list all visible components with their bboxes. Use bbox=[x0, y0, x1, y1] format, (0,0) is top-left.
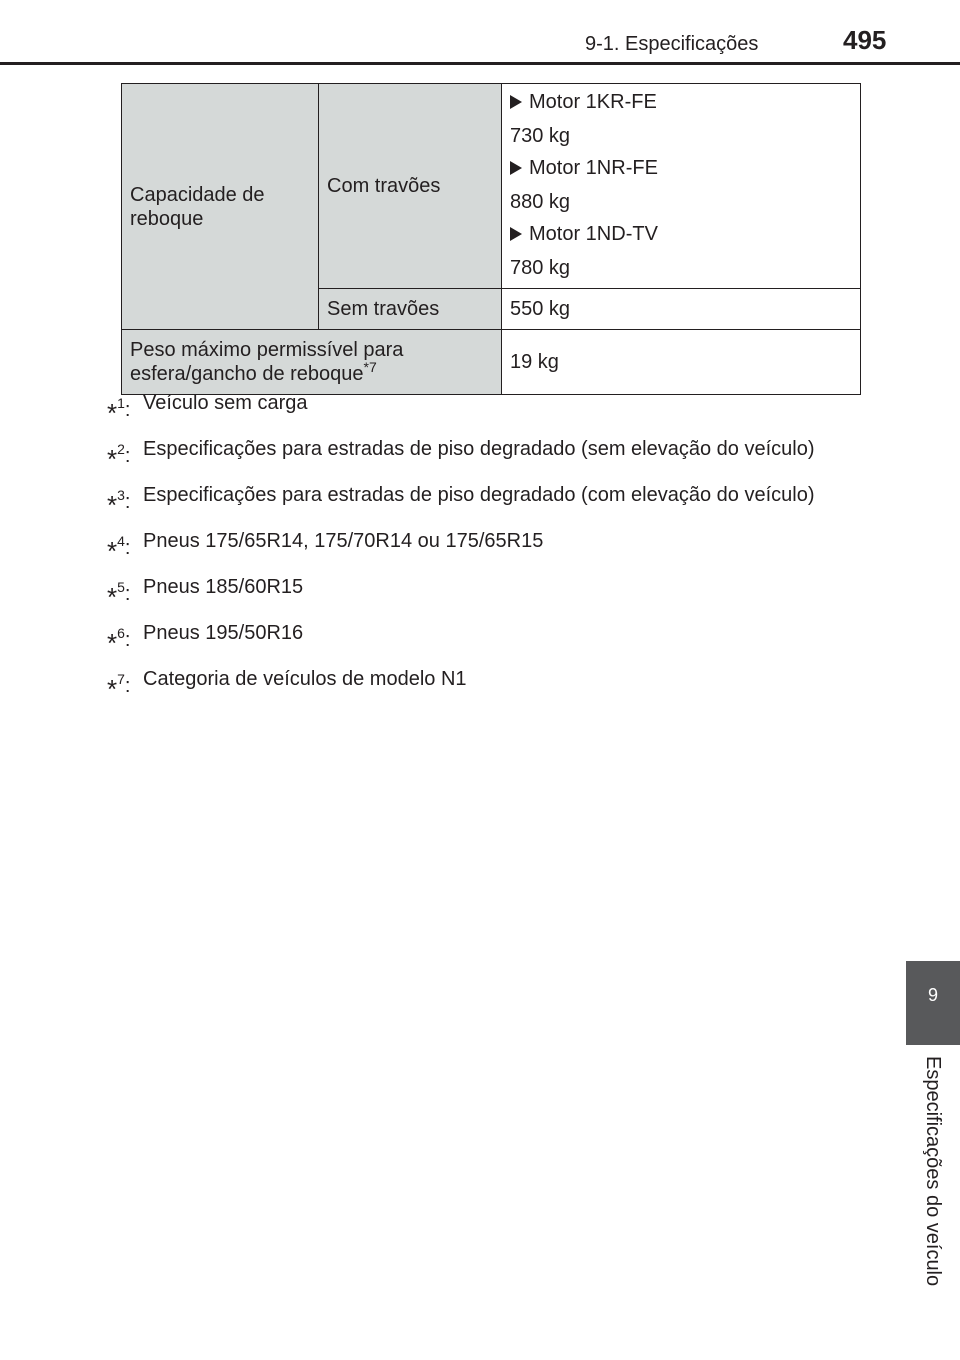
without-brakes-value-cell bbox=[502, 289, 861, 330]
triangle-bullet-icon bbox=[510, 161, 522, 175]
engine-item bbox=[510, 222, 852, 246]
engine-name: Motor 1KR-FE bbox=[529, 91, 657, 113]
footnote-text: Pneus 175/65R14, 175/70R14 ou 175/65R15 bbox=[143, 530, 544, 552]
engine-name: Motor 1ND-TV bbox=[529, 223, 658, 245]
page-header bbox=[0, 0, 960, 64]
footnote-marker: *$^6$: bbox=[107, 625, 131, 658]
footnote-marker: *$^5$: bbox=[107, 579, 131, 612]
section-title: 9-1. Especificações bbox=[585, 33, 759, 55]
engine-value: 780 kg bbox=[510, 257, 571, 279]
footnote-text: Especificações para estradas de piso degradado (sem elevação do veículo) bbox=[143, 438, 815, 460]
engine-name: Motor 1NR-FE bbox=[529, 157, 658, 179]
footnote-marker: *$^4$: bbox=[107, 533, 131, 566]
footnote-text: Pneus 195/50R16 bbox=[143, 622, 304, 644]
engine-item bbox=[510, 156, 852, 180]
footnote-marker: *$^2$: bbox=[107, 441, 131, 474]
footnote-item bbox=[107, 620, 855, 656]
triangle-bullet-icon bbox=[510, 95, 522, 109]
footnote-text: Veículo sem carga bbox=[143, 392, 308, 414]
footnote-item bbox=[107, 574, 855, 610]
without-brakes-cell bbox=[319, 289, 502, 330]
without-brakes-value: 550 kg bbox=[510, 298, 571, 320]
spec-table bbox=[121, 83, 861, 395]
engine-value: 730 kg bbox=[510, 125, 571, 147]
header-rule bbox=[0, 62, 960, 65]
footnote-marker: *$^7$: bbox=[107, 671, 131, 704]
table-row bbox=[122, 330, 861, 395]
chapter-tab[interactable] bbox=[906, 961, 960, 1045]
engine-value: 880 kg bbox=[510, 191, 571, 213]
with-brakes-cell bbox=[319, 84, 502, 289]
max-load-value-cell bbox=[502, 330, 861, 395]
table-row bbox=[122, 84, 861, 289]
footnote-item bbox=[107, 666, 855, 702]
engine-item bbox=[510, 90, 852, 114]
max-load-value: 19 kg bbox=[510, 351, 559, 373]
footnote-item bbox=[107, 482, 855, 518]
towing-capacity-label: Capacidade de reboque bbox=[130, 183, 265, 230]
max-load-cell bbox=[122, 330, 502, 395]
chapter-number: 9 bbox=[927, 985, 938, 1005]
page-number: 495 bbox=[843, 25, 887, 55]
footnotes bbox=[107, 390, 855, 712]
without-brakes-label: Sem travões bbox=[327, 298, 440, 320]
footnote-text: Categoria de veículos de modelo N1 bbox=[143, 668, 467, 690]
max-load-label: Peso máximo permissível para esfera/gancho de reboque bbox=[130, 339, 404, 385]
with-brakes-values-cell bbox=[502, 84, 861, 289]
footnote-item bbox=[107, 436, 855, 472]
max-load-footnote: *7 bbox=[363, 359, 377, 375]
footnote-marker: *$^1$: bbox=[107, 395, 131, 428]
chapter-title: Especificações do veículo bbox=[922, 1056, 944, 1287]
footnote-text: Pneus 185/60R15 bbox=[143, 576, 304, 598]
footnote-item bbox=[107, 528, 855, 564]
towing-capacity-cell bbox=[122, 84, 319, 330]
footnote-text: Especificações para estradas de piso degradado (com elevação do veículo) bbox=[143, 484, 815, 506]
footnote-item bbox=[107, 390, 855, 426]
triangle-bullet-icon bbox=[510, 227, 522, 241]
with-brakes-label: Com travões bbox=[327, 175, 441, 197]
footnote-marker: *$^3$: bbox=[107, 487, 131, 520]
